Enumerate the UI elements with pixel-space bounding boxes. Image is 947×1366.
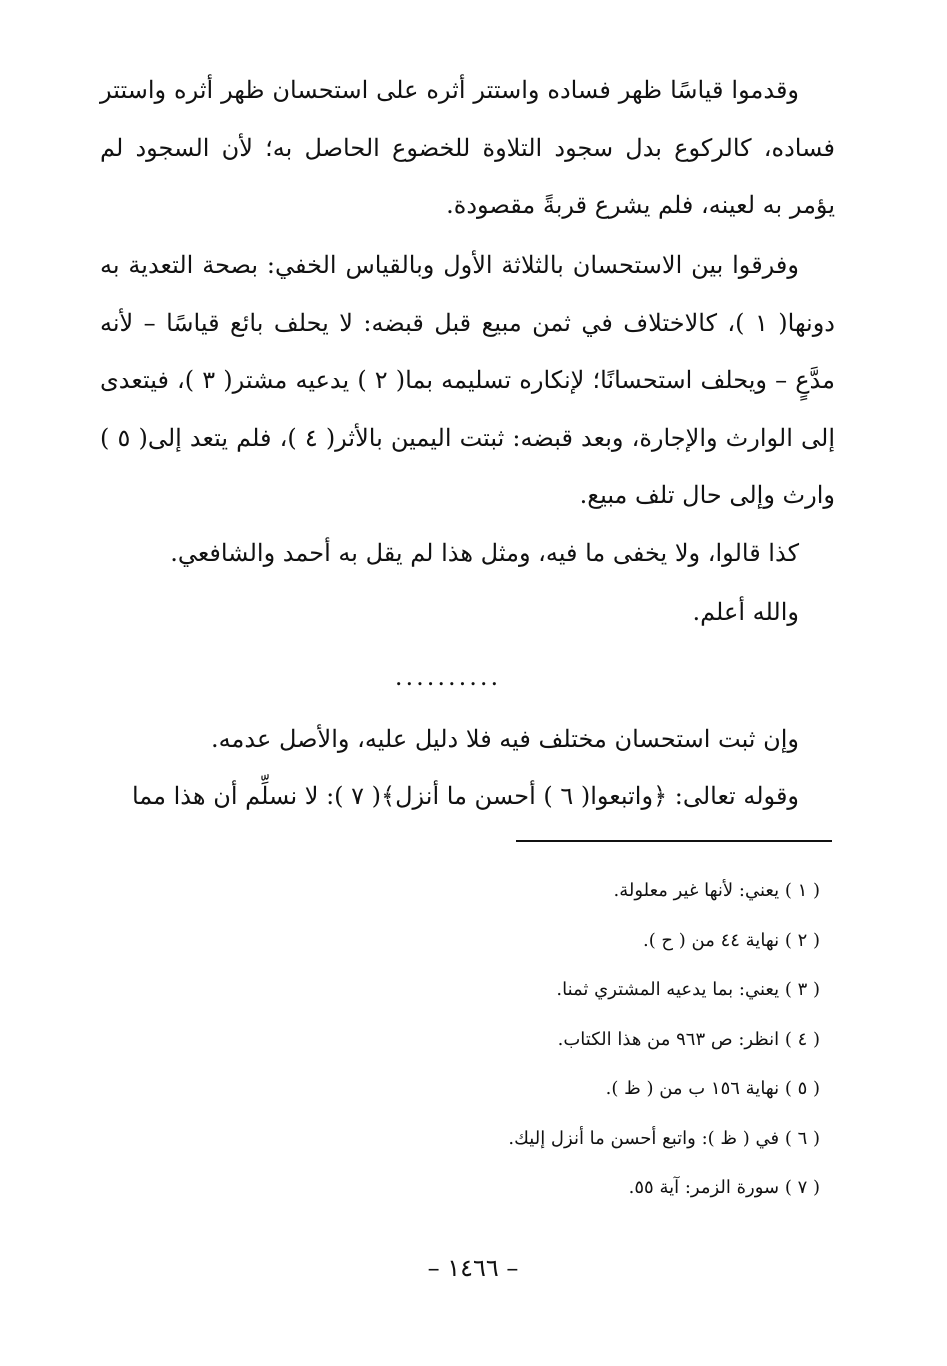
footnote-1: ( ١ ) يعني: لأنها غير معلولة. xyxy=(613,880,820,901)
footnote-5: ( ٥ ) نهاية ١٥٦ ب من ( ظ ). xyxy=(605,1078,820,1099)
section-separator: .......... xyxy=(394,663,502,691)
paragraph-text: وقدموا قياسًا ظهر فساده واستتر أثره على استحسان ظهر أثره واستتر فساده، كالركوع بدل سجود التلاوة للخضوع الحاصل به؛ لأن السجود لم يؤمر به لعينه، فلم يشرع قربةً مقصودة. xyxy=(100,76,835,219)
paragraph-text: وفرقوا بين الاستحسان بالثلاثة الأول وبالقياس الخفي: بصحة التعدية به دونها( ١ )، كالاختلاف في ثمن مبيع قبل قبضه: لا يحلف بائع قياسًا – لأنه مدَّعٍ – ويحلف استحسانًا؛ لإنكاره تسليمه بما( ٢ ) يدعيه مشتر( ٣ )، فيتعدى إلى الوارث والإجارة، وبعد قبضه: ثبتت اليمين بالأثر( ٤ )، فلم يتعد إلى( ٥ ) وارث وإلى حال تلف مبيع. xyxy=(100,251,835,509)
body-paragraph-4 xyxy=(100,584,835,642)
body-paragraph-1 xyxy=(100,62,835,235)
paragraph-text: وإن ثبت استحسان مختلف فيه فلا دليل عليه، والأصل عدمه. xyxy=(211,725,799,753)
paragraph-text: والله أعلم. xyxy=(692,598,799,626)
footnote-7: ( ٧ ) سورة الزمر: آية ٥٥. xyxy=(628,1177,820,1198)
footnotes xyxy=(200,866,820,1213)
paragraph-text: وقوله تعالى: ﴿واتبعوا( ٦ ) أحسن ما أنزل﴾( ٧ ): لا نسلِّم أن هذا مما xyxy=(131,782,799,810)
footnote-4: ( ٤ ) انظر: ص ٩٦٣ من هذا الكتاب. xyxy=(557,1028,820,1050)
body-paragraph-5 xyxy=(100,711,835,769)
body-paragraph-6 xyxy=(100,768,835,826)
body-paragraph-3 xyxy=(100,525,835,583)
footnote-6: ( ٦ ) في ( ظ ): واتبع أحسن ما أنزل إليك. xyxy=(508,1127,820,1149)
footnote-3: ( ٣ ) يعني: بما يدعيه المشتري ثمنا. xyxy=(556,979,820,1000)
page-number: – ١٤٦٦ – xyxy=(427,1254,519,1282)
paragraph-text: كذا قالوا، ولا يخفى ما فيه، ومثل هذا لم يقل به أحمد والشافعي. xyxy=(170,539,799,567)
footnote-2: ( ٢ ) نهاية ٤٤ من ( ح ). xyxy=(642,929,820,951)
body-paragraph-2 xyxy=(100,237,835,525)
footnote-rule xyxy=(516,840,832,842)
